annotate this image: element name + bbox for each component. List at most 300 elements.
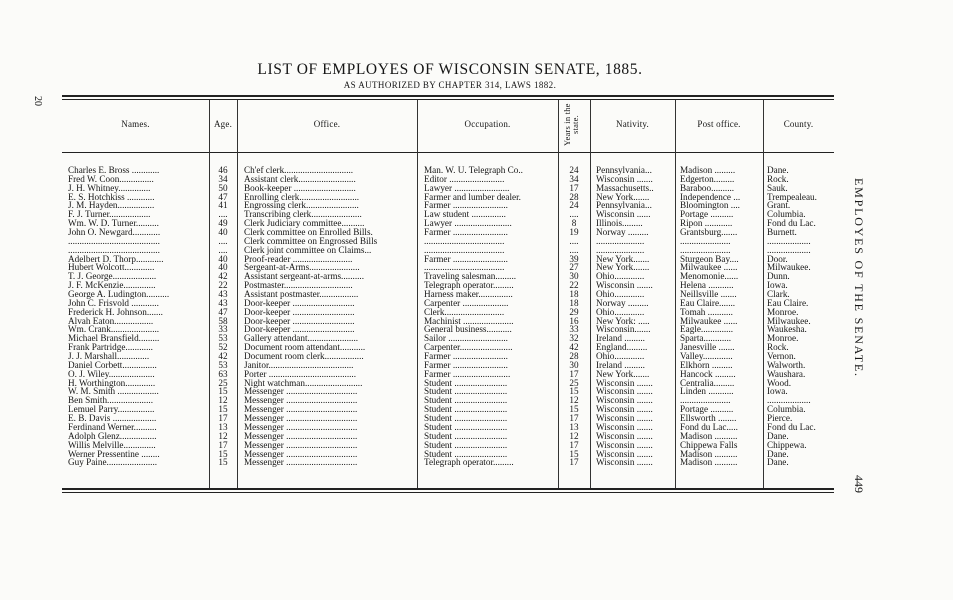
employee-county: Walworth.	[767, 360, 806, 370]
table-row	[0, 290, 953, 299]
employee-name: Werner Pressentine ........	[68, 449, 160, 459]
employee-occupation: Farmer ........................	[424, 228, 508, 238]
employee-name: J. M. Hayden................	[68, 201, 155, 211]
employee-years-in-state: 30	[569, 272, 579, 282]
employee-nativity: Wisconsin .......	[596, 431, 653, 441]
employee-age: 15	[218, 387, 228, 397]
employee-nativity: Wisconsin .......	[596, 458, 653, 468]
employee-occupation: Farmer and lumber dealer.	[424, 192, 521, 202]
table-row	[0, 414, 953, 423]
employee-nativity: New York.......	[596, 369, 650, 379]
employee-age: 17	[218, 440, 228, 450]
header-rule	[62, 152, 834, 153]
header-names: Names.	[121, 119, 150, 129]
table-row	[0, 458, 953, 467]
employee-age: 13	[218, 422, 228, 432]
employee-office: Janitor.....................................	[244, 360, 354, 370]
employee-name: J. F. McKenzie..............	[68, 281, 156, 291]
employee-name: E. B. Davis ...................	[68, 414, 157, 424]
employee-age: 15	[218, 405, 228, 415]
employee-post-office: Milwaukee ......	[680, 316, 738, 326]
employee-name: Lemuel Parry................	[68, 405, 155, 415]
employee-occupation: Carpenter.......................	[424, 343, 513, 353]
employee-office: Door-keeper ...........................	[244, 325, 355, 335]
table-row	[0, 299, 953, 308]
employee-county: Grant.	[767, 201, 791, 211]
employee-age: 46	[218, 166, 228, 175]
employee-nativity: Norway .........	[596, 228, 649, 238]
employee-post-office: ......................	[680, 396, 731, 406]
employee-name: Daniel Corbett...............	[68, 360, 157, 370]
employee-nativity: Pennsylvania...	[596, 166, 652, 175]
employee-occupation: Editor ........................	[424, 174, 505, 184]
employee-county: ...................	[767, 245, 811, 255]
employee-occupation: Man. W. U. Telegraph Co..	[424, 166, 523, 175]
employee-county: Door.	[767, 254, 788, 264]
employee-occupation: ...................................	[424, 263, 505, 273]
employee-county: Monroe.	[767, 334, 799, 344]
employee-office: Document room clerk.................	[244, 352, 364, 362]
table-row	[0, 387, 953, 396]
employee-county: Chippewa.	[767, 440, 807, 450]
employee-years-in-state: 15	[569, 405, 579, 415]
employee-county: Sauk.	[767, 183, 788, 193]
employee-county: Waushara.	[767, 369, 806, 379]
employee-post-office: Sparta............	[680, 334, 732, 344]
employee-name: Frank Partridge............	[68, 343, 153, 353]
employee-nativity: Wisconsin .......	[596, 174, 653, 184]
table-row	[0, 281, 953, 290]
employee-nativity: Wisconsin .......	[596, 414, 653, 424]
employee-occupation: ...................................	[424, 245, 505, 255]
employee-office: Messenger ...............................	[244, 422, 358, 432]
employee-office: Messenger ...............................	[244, 431, 358, 441]
employee-office: Document room attendant...........	[244, 343, 366, 353]
employee-nativity: Ohio.............	[596, 352, 645, 362]
employee-office: Messenger ...............................	[244, 458, 358, 468]
employee-occupation: Student .......................	[424, 449, 508, 459]
employee-nativity: Wisconsin .......	[596, 422, 653, 432]
employee-county: Waukesha.	[767, 325, 807, 335]
employee-office: Door-keeper ...........................	[244, 316, 355, 326]
employee-years-in-state: 15	[569, 387, 579, 397]
employee-county: Dunn.	[767, 272, 790, 282]
page-title: LIST OF EMPLOYES OF WISCONSIN SENATE, 1885.	[257, 61, 643, 78]
employee-years-in-state: 29	[569, 307, 579, 317]
employee-post-office: Janesville .......	[680, 343, 735, 353]
employee-occupation: Student .......................	[424, 396, 508, 406]
employee-years-in-state: 28	[569, 192, 579, 202]
table-row	[0, 201, 953, 210]
employee-age: 25	[218, 378, 228, 388]
employee-nativity: Massachusetts..	[596, 183, 654, 193]
employee-occupation: General business...........	[424, 325, 512, 335]
employee-nativity: New York.......	[596, 263, 650, 273]
employee-years-in-state: 27	[569, 263, 579, 273]
employee-years-in-state: 24	[569, 166, 579, 175]
employee-years-in-state: 12	[569, 431, 579, 441]
employee-post-office: Portage ..........	[680, 405, 734, 415]
employee-county: Rock.	[767, 174, 789, 184]
header-occupation: Occupation.	[464, 119, 511, 129]
employee-post-office: Baraboo..........	[680, 183, 735, 193]
employee-office: Transcribing clerk......................	[244, 210, 362, 220]
header-nativity: Nativity.	[616, 119, 649, 129]
employee-occupation: Telegraph operator.........	[424, 458, 514, 468]
left-page-number: 20	[32, 96, 43, 106]
employee-name: Ben Smith....................	[68, 396, 153, 406]
employee-office: Enrolling clerk..........................	[244, 192, 360, 202]
table-row	[0, 272, 953, 281]
table-row	[0, 219, 953, 228]
employee-name: George A. Ludington..........	[68, 290, 170, 300]
employee-post-office: Helena ...........	[680, 281, 734, 291]
right-page-number: 449	[852, 475, 866, 493]
employee-county: Dane.	[767, 431, 789, 441]
bottom-rule	[62, 488, 834, 490]
employee-county: Dane.	[767, 458, 789, 468]
employee-occupation: Student .......................	[424, 387, 508, 397]
employee-county: Rock.	[767, 343, 789, 353]
employee-years-in-state: 13	[569, 422, 579, 432]
employee-years-in-state: 17	[569, 369, 579, 379]
table-row	[0, 405, 953, 414]
employee-age: 17	[218, 414, 228, 424]
employee-post-office: Menomonie......	[680, 272, 739, 282]
employee-name: W. M. Smith ..................	[68, 387, 159, 397]
employee-age: 34	[218, 174, 228, 184]
employee-age: ....	[218, 210, 228, 220]
header-post-office: Post office.	[697, 119, 741, 129]
employee-post-office: Sturgeon Bay....	[680, 254, 739, 264]
employee-age: 43	[218, 298, 228, 308]
employee-age: 63	[218, 369, 228, 379]
employee-years-in-state: 15	[569, 449, 579, 459]
employee-office: Clerk committee on Engrossed Bills	[244, 236, 378, 246]
table-row	[0, 308, 953, 317]
employee-age: 40	[218, 254, 228, 264]
employee-age: 33	[218, 325, 228, 335]
employee-nativity: Ohio.............	[596, 272, 645, 282]
table-row	[0, 317, 953, 326]
employee-post-office: Neillsville .......	[680, 290, 737, 300]
table-row	[0, 379, 953, 388]
table-row	[0, 193, 953, 202]
header-age: Age.	[213, 119, 233, 129]
employee-occupation: Lawyer .........................	[424, 219, 512, 229]
table-row	[0, 184, 953, 193]
employee-occupation: Clerk..........................	[424, 307, 505, 317]
employee-county: ...................	[767, 396, 811, 406]
employee-years-in-state: 25	[569, 378, 579, 388]
employee-county: ...................	[767, 236, 811, 246]
employee-office: Engrossing clerk.......................	[244, 201, 359, 211]
employee-nativity: Wisconsin .......	[596, 449, 653, 459]
employee-occupation: Farmer ........................	[424, 360, 508, 370]
employee-office: Postmaster..............................	[244, 281, 353, 291]
employee-years-in-state: 39	[569, 254, 579, 264]
employee-occupation: Machinist ......................	[424, 316, 514, 326]
employee-county: Clark.	[767, 290, 790, 300]
employee-post-office: ......................	[680, 245, 731, 255]
employee-post-office: Edgerton.........	[680, 174, 735, 184]
employee-post-office: Milwaukee ......	[680, 263, 738, 273]
employee-years-in-state: 42	[569, 343, 579, 353]
employee-nativity: Wisconsin .......	[596, 387, 653, 397]
table-row	[0, 237, 953, 246]
employee-occupation: Harness maker...............	[424, 290, 513, 300]
employee-nativity: Wisconsin.......	[596, 325, 651, 335]
employee-years-in-state: 18	[569, 298, 579, 308]
employee-age: 15	[218, 449, 228, 459]
employee-age: 22	[218, 281, 228, 291]
employee-nativity: Wisconsin ......	[596, 210, 651, 220]
employee-post-office: Madison ..........	[680, 458, 738, 468]
table-row	[0, 432, 953, 441]
table-row	[0, 228, 953, 237]
employee-occupation: Student .......................	[424, 422, 508, 432]
employee-post-office: Fond du Lac.....	[680, 422, 738, 432]
employee-occupation: Student .......................	[424, 414, 508, 424]
employee-nativity: Wisconsin .......	[596, 281, 653, 291]
employee-years-in-state: 17	[569, 183, 579, 193]
employee-age: 42	[218, 352, 228, 362]
employee-post-office: Elkhorn .........	[680, 360, 733, 370]
employee-office: Book-keeper ...........................	[244, 183, 356, 193]
employee-age: 43	[218, 290, 228, 300]
employee-occupation: Farmer ........................	[424, 254, 508, 264]
employee-office: Door-keeper ...........................	[244, 298, 355, 308]
table-row	[0, 361, 953, 370]
employee-occupation: Student .......................	[424, 378, 508, 388]
employee-post-office: Madison .........	[680, 166, 736, 175]
employee-name: Hubert Wolcott.............	[68, 263, 155, 273]
employee-nativity: Ireland .........	[596, 334, 645, 344]
employee-age: ....	[218, 236, 228, 246]
employee-name: H. Worthington.............	[68, 378, 156, 388]
employee-name: Guy Paine......................	[68, 458, 158, 468]
table-row	[0, 166, 953, 175]
employee-county: Vernon.	[767, 352, 796, 362]
employee-office: Assistant postmaster.................	[244, 290, 359, 300]
employee-age: 40	[218, 263, 228, 273]
employee-nativity: Wisconsin .......	[596, 405, 653, 415]
employee-post-office: Portage ..........	[680, 210, 734, 220]
employee-years-in-state: 12	[569, 396, 579, 406]
top-rule-thin	[62, 99, 834, 100]
employee-occupation: Carpenter ....................	[424, 298, 509, 308]
employee-nativity: .....................	[596, 236, 645, 246]
employee-county: Monroe.	[767, 307, 799, 317]
employee-office: Messenger ...............................	[244, 449, 358, 459]
employee-nativity: Ohio.............	[596, 290, 645, 300]
employee-name: Charles E. Bross ............	[68, 166, 160, 175]
employee-nativity: New York: .....	[596, 316, 650, 326]
employee-years-in-state: ....	[569, 210, 579, 220]
employee-years-in-state: 16	[569, 316, 579, 326]
employee-county: Columbia.	[767, 210, 806, 220]
employee-occupation: Student .......................	[424, 440, 508, 450]
employee-nativity: Ireland .........	[596, 360, 645, 370]
table-row	[0, 423, 953, 432]
employee-name: T. J. George...................	[68, 272, 157, 282]
employee-office: Clerk Judiciary committee..........	[244, 219, 365, 229]
employee-post-office: Eau Claire.......	[680, 298, 736, 308]
employee-age: 40	[218, 228, 228, 238]
employee-nativity: Wisconsin .......	[596, 440, 653, 450]
employee-post-office: Chippewa Falls	[680, 440, 738, 450]
employee-age: 42	[218, 272, 228, 282]
employee-years-in-state: 19	[569, 228, 579, 238]
employee-county: Trempealeau.	[767, 192, 817, 202]
employee-office: Messenger ...............................	[244, 396, 358, 406]
employee-office: Door-keeper ...........................	[244, 307, 355, 317]
table-row	[0, 246, 953, 255]
employee-nativity: New York.......	[596, 192, 650, 202]
employee-years-in-state: 30	[569, 360, 579, 370]
employee-post-office: Hancock .........	[680, 369, 736, 379]
employee-nativity: Wisconsin .......	[596, 378, 653, 388]
employee-age: 53	[218, 360, 228, 370]
employee-name: F. J. Turner..................	[68, 210, 151, 220]
employee-post-office: Eagle..............	[680, 325, 734, 335]
employee-age: 47	[218, 307, 228, 317]
employee-occupation: Student .......................	[424, 405, 508, 415]
employee-name: Wm. Crank.....................	[68, 325, 160, 335]
employee-name: J. H. Whitney..............	[68, 183, 151, 193]
table-row	[0, 450, 953, 459]
employee-office: Clerk joint committee on Claims...	[244, 245, 372, 255]
employee-post-office: Bloomington ....	[680, 201, 740, 211]
employee-nativity: Illinois.........	[596, 219, 643, 229]
employee-nativity: Wisconsin .......	[596, 396, 653, 406]
employee-county: Columbia.	[767, 405, 806, 415]
employee-occupation: Farmer .........................	[424, 369, 511, 379]
employee-nativity: Norway .........	[596, 298, 649, 308]
employee-age: 50	[218, 183, 228, 193]
employee-office: Gallery attendant......................	[244, 334, 359, 344]
employee-office: Messenger ...............................	[244, 414, 358, 424]
employee-age: 15	[218, 458, 228, 468]
employee-county: Milwaukee.	[767, 316, 811, 326]
employee-occupation: Telegraph operator.........	[424, 281, 514, 291]
header-years-in-state: Years in the state.	[562, 103, 580, 147]
employee-occupation: Traveling salesman.........	[424, 272, 517, 282]
employee-post-office: ......................	[680, 236, 731, 246]
employee-post-office: Centralia.........	[680, 378, 735, 388]
employee-years-in-state: 18	[569, 290, 579, 300]
employee-county: Fond du Lac.	[767, 219, 816, 229]
employee-post-office: Madison ..........	[680, 449, 738, 459]
employee-table-body	[0, 166, 953, 467]
employee-years-in-state: 34	[569, 174, 579, 184]
table-row	[0, 352, 953, 361]
header-office: Office.	[313, 119, 341, 129]
employee-county: Iowa.	[767, 281, 788, 291]
employee-nativity: England.........	[596, 343, 648, 353]
employee-name: O. J. Wiley....................	[68, 369, 155, 379]
employee-post-office: Ellsworth ........	[680, 414, 737, 424]
employee-county: Eau Claire.	[767, 298, 809, 308]
employee-name: Fred W. Coon...............	[68, 174, 154, 184]
table-row	[0, 396, 953, 405]
employee-office: Proof-reader ..........................	[244, 254, 353, 264]
employee-post-office: Madison ..........	[680, 431, 738, 441]
table-row	[0, 263, 953, 272]
employee-office: Sergeant-at-Arms......................	[244, 263, 360, 273]
employee-county: Fond du Lac.	[767, 422, 816, 432]
employee-name: E. S. Hotchkiss ............	[68, 192, 155, 202]
employee-age: 52	[218, 343, 228, 353]
table-row	[0, 325, 953, 334]
employee-county: Dane.	[767, 449, 789, 459]
employee-office: Messenger ...............................	[244, 440, 358, 450]
employee-age: 12	[218, 396, 228, 406]
employee-name: Adolph Glenz................	[68, 431, 157, 441]
employee-county: Burnett.	[767, 228, 797, 238]
employee-years-in-state: ....	[569, 236, 579, 246]
employee-office: Assistant sergeant-at-arms..........	[244, 272, 365, 282]
top-rule	[62, 95, 834, 97]
employee-county: Milwaukee.	[767, 263, 811, 273]
employee-post-office: Grantsburg.......	[680, 228, 738, 238]
employee-nativity: Pennsylvania...	[596, 201, 652, 211]
table-row	[0, 343, 953, 352]
employee-occupation: Farmer ........................	[424, 201, 508, 211]
employee-occupation: Student .......................	[424, 431, 508, 441]
employee-years-in-state: 33	[569, 325, 579, 335]
employee-post-office: Ripon ............	[680, 219, 733, 229]
employee-office: Ch'ef clerk..............................	[244, 166, 354, 175]
employee-age: 53	[218, 334, 228, 344]
employee-name: Wm. W. D. Turner..........	[68, 219, 159, 229]
employee-age: 12	[218, 431, 228, 441]
employee-age: 41	[218, 201, 228, 211]
table-row	[0, 334, 953, 343]
employee-office: Messenger ...............................	[244, 387, 358, 397]
employee-post-office: Valley.............	[680, 352, 733, 362]
employee-occupation: Farmer ........................	[424, 352, 508, 362]
side-running-title: EMPLOYES OF THE SENATE.	[852, 178, 866, 378]
employee-occupation: Law student ...............	[424, 210, 506, 220]
employee-years-in-state: 32	[569, 334, 579, 344]
employee-name: Ferdinand Werner..........	[68, 422, 157, 432]
employee-years-in-state: 17	[569, 414, 579, 424]
employee-nativity: Ohio.............	[596, 307, 645, 317]
employee-name: J. J. Marshall..............	[68, 352, 150, 362]
employee-occupation: ...................................	[424, 236, 505, 246]
employee-name: ........................................	[68, 236, 160, 246]
employee-name: ........................................	[68, 245, 160, 255]
employee-occupation: Sailor ..........................	[424, 334, 508, 344]
employee-county: Iowa.	[767, 387, 788, 397]
employee-age: 47	[218, 192, 228, 202]
employee-years-in-state: 17	[569, 458, 579, 468]
employee-name: John C. Frisvold ............	[68, 298, 159, 308]
employee-name: Adelbert D. Thorp............	[68, 254, 164, 264]
table-row	[0, 255, 953, 264]
table-row	[0, 175, 953, 184]
employee-post-office: Tomah ...........	[680, 307, 733, 317]
employee-county: Wood.	[767, 378, 792, 388]
employee-age: ....	[218, 245, 228, 255]
table-row	[0, 210, 953, 219]
table-row	[0, 441, 953, 450]
employee-name: Alvah Eaton.................	[68, 316, 154, 326]
employee-occupation: Lawyer ........................	[424, 183, 510, 193]
header-county: County.	[783, 119, 814, 129]
employee-years-in-state: 17	[569, 440, 579, 450]
